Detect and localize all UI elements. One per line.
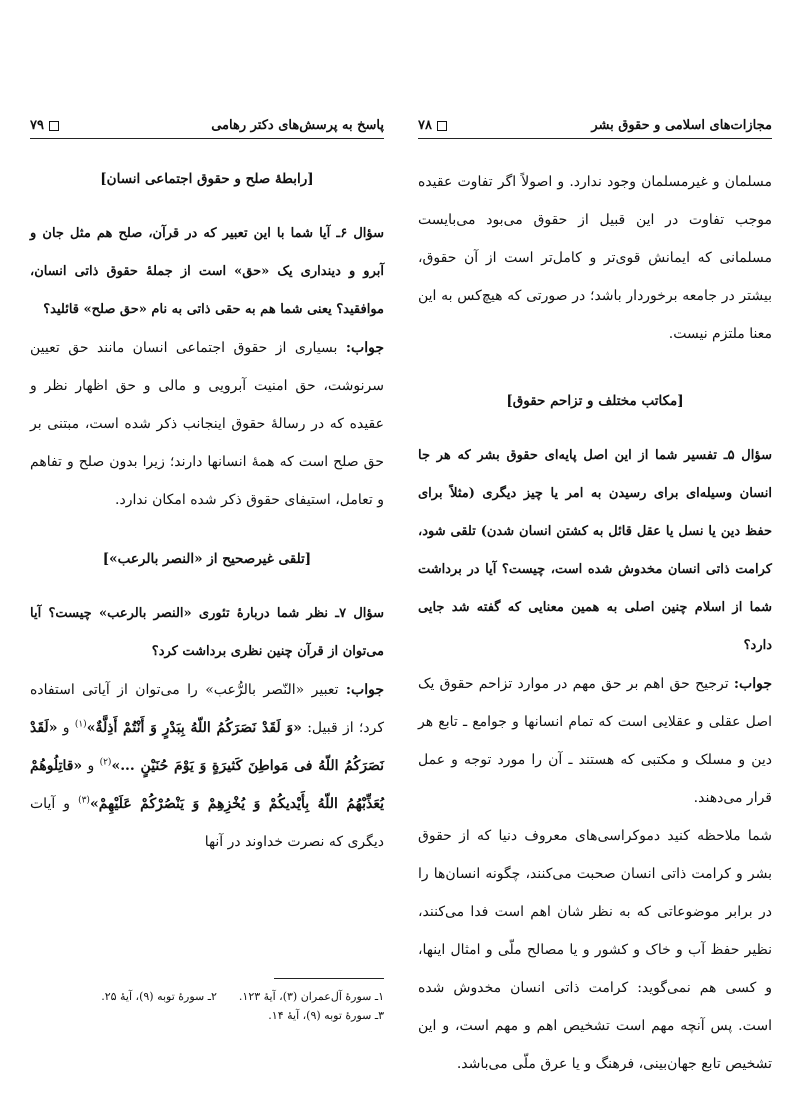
square-box-icon: [437, 121, 447, 131]
page-header: [418, 118, 772, 139]
page-number: ۷۸: [418, 118, 432, 133]
footnote-divider: [274, 978, 384, 979]
question-5: سؤال ۵ـ تفسیر شما از این اصل پایه‌ای حقوق بشر که هر جا انسان وسیله‌ای برای رسیدن به امر یا چیز دیگری (مثلاً برای حفظ دین یا نسل یا عقل قائل به کشتن انسان شدن) تلقی شود، کرامت ذاتی انسان مخدوش شده است، چیست؟ آیا در برداشت شما از اسلام چنین اصلی به همین معنایی که گفته شد جایی دارد؟: [418, 448, 772, 653]
answer-7: [30, 671, 384, 861]
footnote-3: ۳ـ سورهٔ توبه (۹)، آیهٔ ۱۴.: [268, 1009, 384, 1022]
footnote-1: ۱ـ سورهٔ آل‌عمران (۳)، آیهٔ ۱۲۳.: [238, 990, 384, 1003]
footnote-ref: (۳): [78, 795, 90, 806]
section-title: [تلقی غیرصحیح از «النصر بالرعب»]: [102, 551, 312, 567]
running-title: پاسخ به پرسش‌های دکتر رهامی: [211, 118, 384, 133]
section-title: [مکاتب مختلف و تزاحم حقوق]: [506, 393, 684, 409]
page-header: [30, 118, 384, 139]
conjunction: و: [82, 758, 100, 774]
page-number: ۷۹: [30, 118, 44, 133]
square-box-icon: [49, 121, 59, 131]
footnote-row: [30, 987, 384, 1006]
quran-verse: «لَقَدْ نَصَرَکُمُ اللّهُ فی مَواطِنَ کَثیرَةٍ وَ یَوْمَ حُنَیْنٍ ...»: [30, 720, 384, 774]
answer-text: بسیاری از حقوق اجتماعی انسان مانند حق تعیین سرنوشت، حق امنیت آبرویی و مالی و حق اظهار نظر و عقیده که در رسالهٔ حقوق اینجانب ذکر شده است، مبتنی بر حق صلح است که همهٔ انسانها دارند؛ زیرا بدون صلح و تفاهم و تعامل، استیفای حقوق ذکر شده امکان ندارد.: [30, 340, 384, 508]
quran-verse: «وَ لَقَدْ نَصَرَکُمُ اللّهُ بِبَدْرٍ وَ أَنْتُمْ أَذِلَّةٌ»: [86, 720, 302, 736]
page-78: [418, 118, 772, 1072]
section-title: [رابطهٔ صلح و حقوق اجتماعی انسان]: [100, 171, 314, 187]
answer-text: ترجیح حق اهم بر حق مهم در موارد تزاحم حقوق یک اصل عقلی و عقلایی است که تمام انسانها و جوامع ـ تابع هر دین و مسلک و مکتبی که هستند ـ آن را مورد توجه و عمل قرار می‌دهند.: [418, 676, 772, 806]
answer-label: جواب:: [345, 340, 384, 356]
answer-label: جواب:: [733, 676, 772, 692]
question-6: سؤال ۶ـ آیا شما با این تعبیر که در قرآن، صلح هم مثل جان و آبرو و دینداری یک «حق» است از جملهٔ حقوق ذاتی انسان، موافقید؟ یعنی شما هم به حقی ذاتی به نام «حق صلح» قائلید؟: [30, 226, 384, 317]
question-7: سؤال ۷ـ نظر شما دربارهٔ تئوری «النصر بالرعب» چیست؟ آیا می‌توان از قرآن چنین نظری برداشت کرد؟: [30, 606, 384, 659]
conjunction: و: [57, 720, 75, 736]
page-number-group: [418, 118, 447, 133]
running-title: مجازات‌های اسلامی و حقوق بشر: [591, 118, 772, 133]
footnote-ref: (۱): [74, 719, 87, 730]
answer-6: [30, 329, 384, 519]
footnotes: [30, 978, 384, 1025]
answer-label: جواب:: [345, 682, 384, 698]
answer-text: و آیات دیگری که نصرت خداوند در آنها: [30, 796, 384, 850]
answer-5: [418, 665, 772, 817]
quran-verse: «قاتِلُوهُمْ یُعَذِّبْهُمُ اللّهُ بِأَیْدیکُمْ وَ یُخْزِهِمْ وَ یَنْصُرْکُمْ عَلَیْهِمْ»: [30, 758, 384, 812]
body-paragraph: شما ملاحظه کنید دموکراسی‌های معروف دنیا که از حقوق بشر و کرامت ذاتی انسان صحبت می‌کنند، چگونه انسان‌ها را در برابر موضوعاتی که به نظر شان اهم است فدا می‌کنند، نظیر حفظ آب و خاک و کشور و یا مصالح ملّی و امثال اینها، و کسی هم نمی‌گوید: کرامت ذاتی انسان مخدوش شده است. پس آنچه مهم است تشخیص اهم و مهم است، و این تشخیص تابع جهان‌بینی، فرهنگ و یا عرق ملّی می‌باشد.: [418, 828, 772, 1072]
footnote-ref: (۲): [99, 757, 112, 768]
page-number-group: [30, 118, 59, 133]
footnote-2: ۲ـ سورهٔ توبه (۹)، آیهٔ ۲۵.: [101, 990, 217, 1003]
page-79: [30, 118, 384, 1048]
answer-text: تعبیر «النّصر بالرُّعب» را می‌توان از آیاتی استفاده کرد؛ از قبیل:: [30, 682, 384, 736]
intro-paragraph: مسلمان و غیرمسلمان وجود ندارد. و اصولاً اگر تفاوت عقیده موجب تفاوت در این قبیل از حقوق می‌بود می‌بایست مسلمانی که ایمانش قوی‌تر و کامل‌تر است از آن حقوق، بیشتر در جامعه برخوردار باشد؛ در صورتی که هیچ‌کس به این معنا ملتزم نیست.: [418, 174, 772, 342]
